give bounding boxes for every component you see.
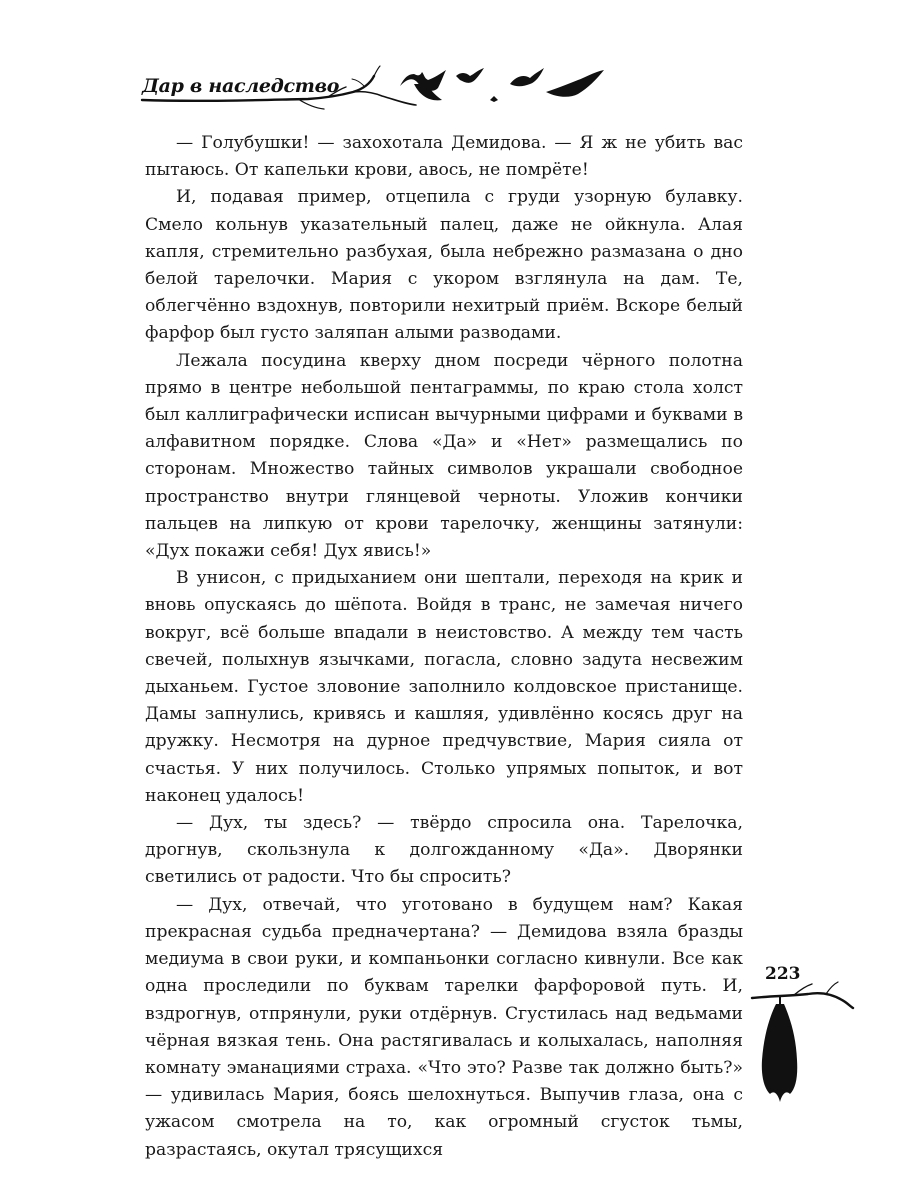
paragraph: — Дух, отвечай, что уготовано в будущем нам? Какая прекрасная судьба предначертана? — Демидова взяла бразды медиума в свои руки, и компаньонки согласно кивнули. Все как одна проследили по буквам тарелки фарфоровой путь. И, вздрогнув, отпрянули, руки отдёрнув. Сгустилась над ведьмами чёрная вязкая тень. Она растягивалась и колыхалась, наполняя комнату эманациями страха. «Что это? Разве так должно быть?» — удивилась Мария, боясь шелохнуться. Выпучив глаза, она с ужасом смотрела на то, как огромный сгусток тьмы, разрастаясь, окутал трясущихся [145,894,743,1160]
branch-icon [752,982,853,1008]
running-header [138,62,618,114]
hanging-bat-icon [762,996,797,1102]
paragraph: И, подавая пример, отцепила с груди узорную булавку. Смело кольнув указательный палец, даже не ойкнула. Алая капля, стремительно разбухая, была небрежно размазана о дно белой тарелочки. Мария с укором взглянула на дам. Те, облегчённо вздохнув, повторили нехитрый приём. Вскоре белый фарфор был густо заляпан алыми разводами. [145,187,743,344]
page-number: 223 [765,964,801,984]
paragraph: — Голубушки! — захохотала Демидова. — Я ж не убить вас пытаюсь. От капельки крови, авось, не помрёте! [145,133,743,181]
page-folio [750,964,860,1114]
paragraph: Лежала посудина кверху дном посреди чёрного полотна прямо в центре небольшой пентаграммы, по краю стола холст был каллиграфически исписан вычурными цифрами и буквами в алфавитном порядке. Слова «Да» и «Нет» размещались по сторонам. Множество тайных символов украшали свободное пространство внутри глянцевой черноты. Уложив кончики пальцев на липкую от крови тарелочку, женщины затянули: «Дух покажи себя! Дух явись!» [145,350,743,562]
body-text [145,130,743,1164]
folio-decoration [750,964,860,1114]
book-title: Дар в наследство [142,75,340,97]
bat-icon [400,68,604,102]
paragraph: — Дух, ты здесь? — твёрдо спросила она. Тарелочка, дрогнув, скользнула к долгожданному «Да». Дворянки светились от радости. Что бы спросить? [145,813,743,888]
paragraph: В унисон, с придыханием они шептали, переходя на крик и вновь опускаясь до шёпота. Войдя в транс, не замечая ничего вокруг, всё больше впадали в неистовство. А между тем часть свечей, полыхнув язычками, погасла, словно задута несвежим дыханьем. Густое зловоние заполнило колдовское пристанище. Дамы запнулись, кривясь и кашляя, удивлённо косясь друг на дружку. Несмотря на дурное предчувствие, Мария сияла от счастья. У них получилось. Столько упрямых попыток, и вот наконец удалось! [145,568,743,806]
